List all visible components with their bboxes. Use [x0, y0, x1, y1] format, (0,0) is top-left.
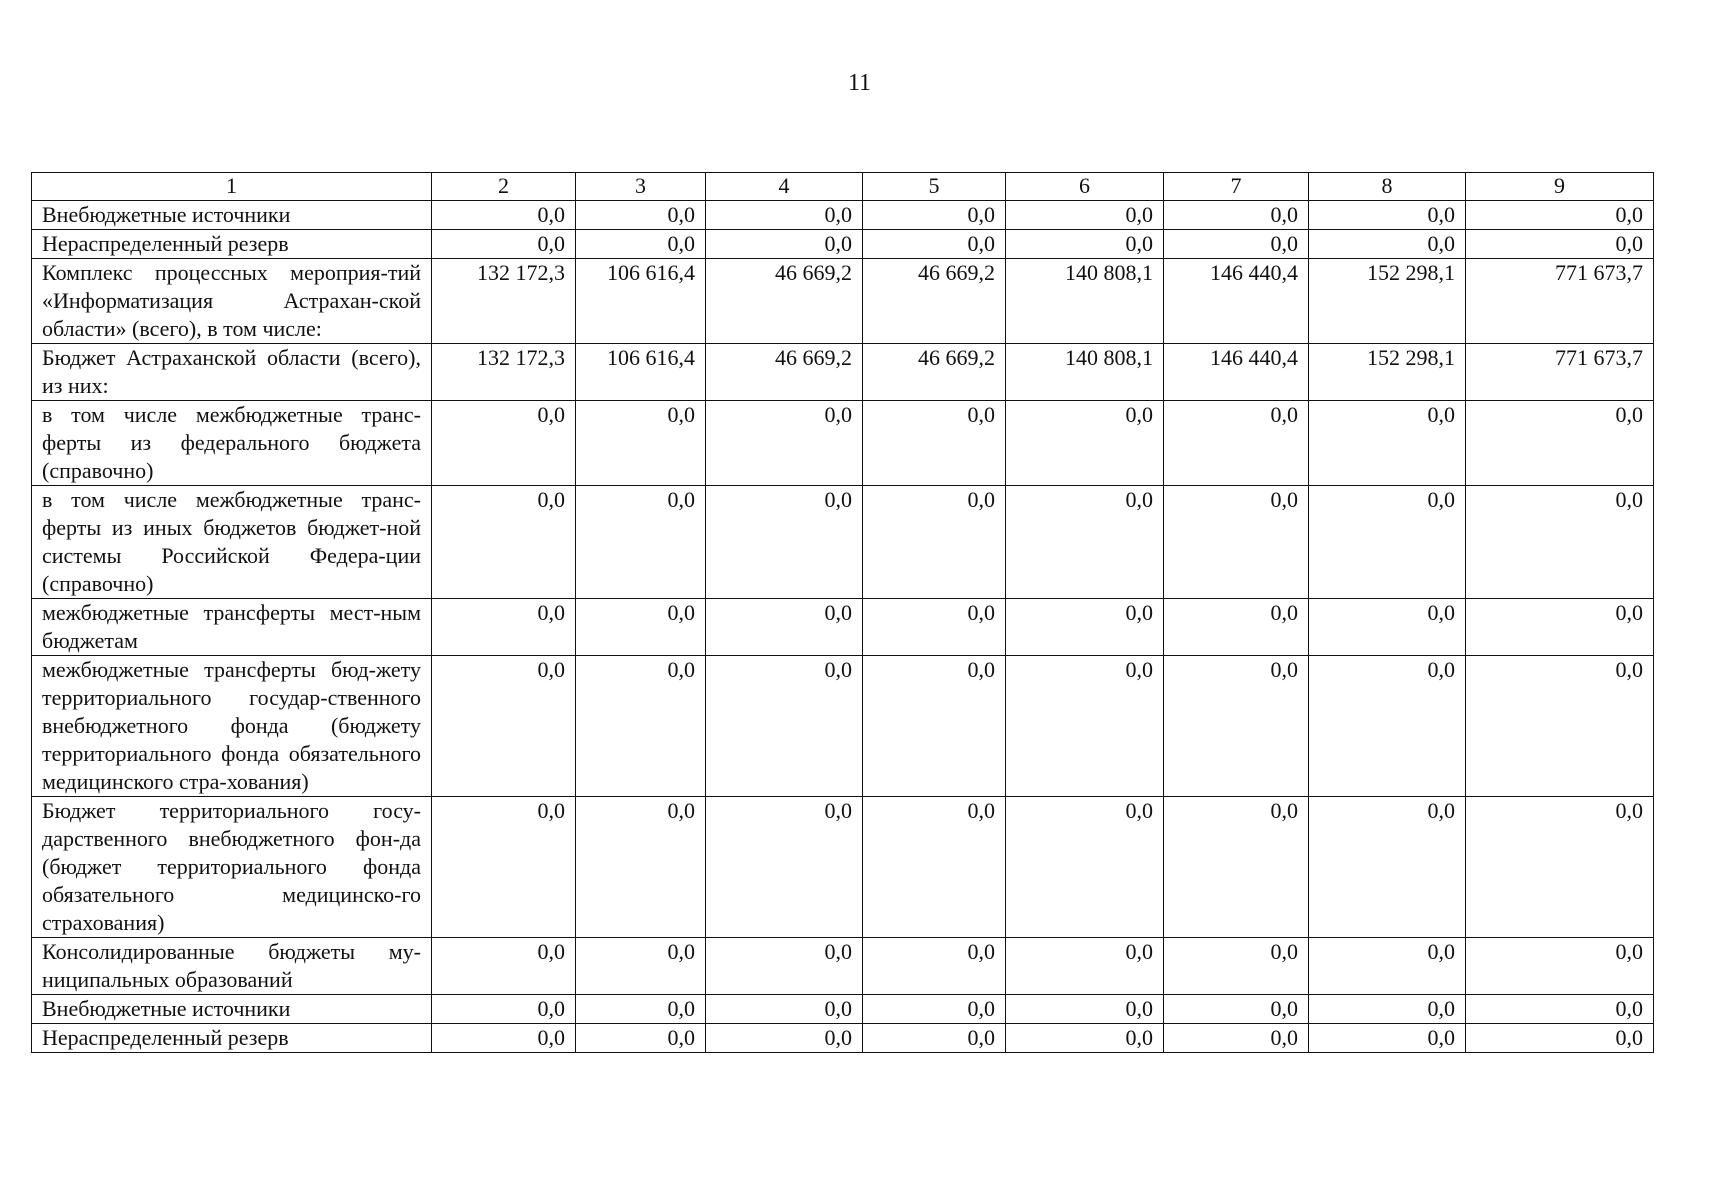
- table-cell: 140 808,1: [1006, 259, 1164, 344]
- column-header: 5: [863, 173, 1006, 201]
- table-cell: 0,0: [706, 230, 863, 259]
- table-cell: 0,0: [1164, 486, 1309, 599]
- table-cell: 0,0: [863, 1024, 1006, 1053]
- table-cell: 0,0: [432, 201, 576, 230]
- table-cell: 140 808,1: [1006, 344, 1164, 401]
- table-row: [32, 201, 1654, 230]
- table-cell: 46 669,2: [706, 259, 863, 344]
- table-cell: 146 440,4: [1164, 259, 1309, 344]
- table-cell: 0,0: [1006, 938, 1164, 995]
- table-cell: 0,0: [1466, 1024, 1654, 1053]
- table-cell: 0,0: [863, 656, 1006, 797]
- table-row: [32, 259, 1654, 344]
- table-cell: 46 669,2: [863, 344, 1006, 401]
- row-label: Консолидированные бюджеты му-ниципальных образований: [32, 938, 432, 995]
- table-cell: 0,0: [432, 656, 576, 797]
- table-cell: 106 616,4: [576, 344, 706, 401]
- table-cell: 0,0: [576, 938, 706, 995]
- table-cell: 0,0: [1309, 599, 1466, 656]
- table-cell: 0,0: [1164, 938, 1309, 995]
- table-cell: 0,0: [1309, 656, 1466, 797]
- table-row: [32, 486, 1654, 599]
- table-cell: 0,0: [863, 486, 1006, 599]
- column-header: 7: [1164, 173, 1309, 201]
- row-label: Внебюджетные источники: [32, 995, 432, 1024]
- table-cell: 0,0: [1164, 995, 1309, 1024]
- table-cell: 152 298,1: [1309, 259, 1466, 344]
- table-cell: 0,0: [1466, 201, 1654, 230]
- table-cell: 0,0: [432, 486, 576, 599]
- table-cell: 0,0: [1006, 797, 1164, 938]
- table-cell: 0,0: [1466, 230, 1654, 259]
- table-cell: 0,0: [863, 995, 1006, 1024]
- table-cell: 0,0: [432, 938, 576, 995]
- table-cell: 0,0: [1006, 486, 1164, 599]
- table-cell: 0,0: [706, 486, 863, 599]
- column-header: 9: [1466, 173, 1654, 201]
- table-row: [32, 938, 1654, 995]
- table-cell: 0,0: [1164, 656, 1309, 797]
- table-cell: 771 673,7: [1466, 259, 1654, 344]
- table-cell: 0,0: [1164, 230, 1309, 259]
- table-cell: 0,0: [576, 201, 706, 230]
- table-cell: 0,0: [706, 401, 863, 486]
- table-cell: 0,0: [576, 230, 706, 259]
- row-label: межбюджетные трансферты мест-ным бюджетам: [32, 599, 432, 656]
- table-cell: 0,0: [706, 938, 863, 995]
- column-header: 1: [32, 173, 432, 201]
- table-cell: 0,0: [1164, 599, 1309, 656]
- table-cell: 0,0: [706, 656, 863, 797]
- table-cell: 0,0: [1164, 401, 1309, 486]
- table-row: [32, 401, 1654, 486]
- table-cell: 0,0: [1164, 201, 1309, 230]
- table-cell: 0,0: [1006, 599, 1164, 656]
- table-cell: 0,0: [576, 656, 706, 797]
- table-row: [32, 797, 1654, 938]
- table-cell: 0,0: [432, 401, 576, 486]
- table-cell: 0,0: [432, 995, 576, 1024]
- table-cell: 0,0: [1309, 1024, 1466, 1053]
- budget-table-container: [31, 172, 1653, 1053]
- table-cell: 0,0: [1466, 401, 1654, 486]
- table-cell: 0,0: [1309, 401, 1466, 486]
- table-cell: 0,0: [863, 401, 1006, 486]
- table-cell: 771 673,7: [1466, 344, 1654, 401]
- table-cell: 0,0: [1006, 656, 1164, 797]
- row-label: в том числе межбюджетные транс-ферты из иных бюджетов бюджет-ной системы Российской Федера-ции (справочно): [32, 486, 432, 599]
- column-header: 8: [1309, 173, 1466, 201]
- table-cell: 0,0: [1006, 230, 1164, 259]
- table-cell: 0,0: [706, 797, 863, 938]
- table-cell: 0,0: [432, 599, 576, 656]
- column-header: 4: [706, 173, 863, 201]
- table-cell: 0,0: [1466, 995, 1654, 1024]
- row-label: Нераспределенный резерв: [32, 1024, 432, 1053]
- row-label: в том числе межбюджетные транс-ферты из федерального бюджета (справочно): [32, 401, 432, 486]
- table-cell: 132 172,3: [432, 344, 576, 401]
- table-cell: 0,0: [576, 995, 706, 1024]
- table-row: [32, 995, 1654, 1024]
- table-cell: 0,0: [706, 1024, 863, 1053]
- table-row: [32, 230, 1654, 259]
- table-cell: 0,0: [1309, 995, 1466, 1024]
- table-cell: 0,0: [1466, 599, 1654, 656]
- table-cell: 0,0: [1466, 797, 1654, 938]
- page-number: 11: [847, 70, 872, 96]
- table-cell: 0,0: [706, 995, 863, 1024]
- table-cell: 0,0: [1309, 797, 1466, 938]
- table-cell: 0,0: [863, 230, 1006, 259]
- table-row: [32, 344, 1654, 401]
- table-cell: 46 669,2: [863, 259, 1006, 344]
- table-cell: 46 669,2: [706, 344, 863, 401]
- table-cell: 0,0: [432, 1024, 576, 1053]
- table-cell: 0,0: [1309, 230, 1466, 259]
- table-cell: 0,0: [1466, 486, 1654, 599]
- table-cell: 0,0: [576, 599, 706, 656]
- table-cell: 132 172,3: [432, 259, 576, 344]
- table-cell: 0,0: [1309, 486, 1466, 599]
- table-row: [32, 656, 1654, 797]
- table-cell: 0,0: [706, 201, 863, 230]
- table-row: [32, 599, 1654, 656]
- row-label: Бюджет территориального госу-дарственного внебюджетного фон-да (бюджет территориального фонда обязательного медицинско-го страхования): [32, 797, 432, 938]
- table-cell: 0,0: [1164, 797, 1309, 938]
- table-cell: 0,0: [576, 486, 706, 599]
- table-cell: 0,0: [1309, 201, 1466, 230]
- table-cell: 0,0: [706, 599, 863, 656]
- row-label: Комплекс процессных мероприя-тий «Информатизация Астрахан-ской области» (всего), в том числе:: [32, 259, 432, 344]
- row-label: Внебюджетные источники: [32, 201, 432, 230]
- table-cell: 0,0: [432, 797, 576, 938]
- table-cell: 0,0: [863, 201, 1006, 230]
- table-cell: 0,0: [576, 1024, 706, 1053]
- budget-table: [31, 172, 1654, 1053]
- table-cell: 0,0: [1006, 995, 1164, 1024]
- header-row: [32, 173, 1654, 201]
- table-cell: 0,0: [1466, 938, 1654, 995]
- column-header: 2: [432, 173, 576, 201]
- table-cell: 0,0: [432, 230, 576, 259]
- table-cell: 0,0: [863, 599, 1006, 656]
- table-cell: 0,0: [1006, 201, 1164, 230]
- table-cell: 0,0: [1006, 1024, 1164, 1053]
- table-cell: 146 440,4: [1164, 344, 1309, 401]
- table-row: [32, 1024, 1654, 1053]
- table-cell: 0,0: [1309, 938, 1466, 995]
- table-cell: 152 298,1: [1309, 344, 1466, 401]
- table-cell: 0,0: [863, 938, 1006, 995]
- table-cell: 0,0: [1466, 656, 1654, 797]
- row-label: Бюджет Астраханской области (всего), из них:: [32, 344, 432, 401]
- row-label: Нераспределенный резерв: [32, 230, 432, 259]
- row-label: межбюджетные трансферты бюд-жету территориального государ-ственного внебюджетного фонда (бюджету территориального фонда обязательного медицинского стра-хования): [32, 656, 432, 797]
- table-cell: 0,0: [576, 797, 706, 938]
- table-cell: 0,0: [1164, 1024, 1309, 1053]
- table-cell: 106 616,4: [576, 259, 706, 344]
- column-header: 3: [576, 173, 706, 201]
- table-cell: 0,0: [1006, 401, 1164, 486]
- table-cell: 0,0: [576, 401, 706, 486]
- table-cell: 0,0: [863, 797, 1006, 938]
- column-header: 6: [1006, 173, 1164, 201]
